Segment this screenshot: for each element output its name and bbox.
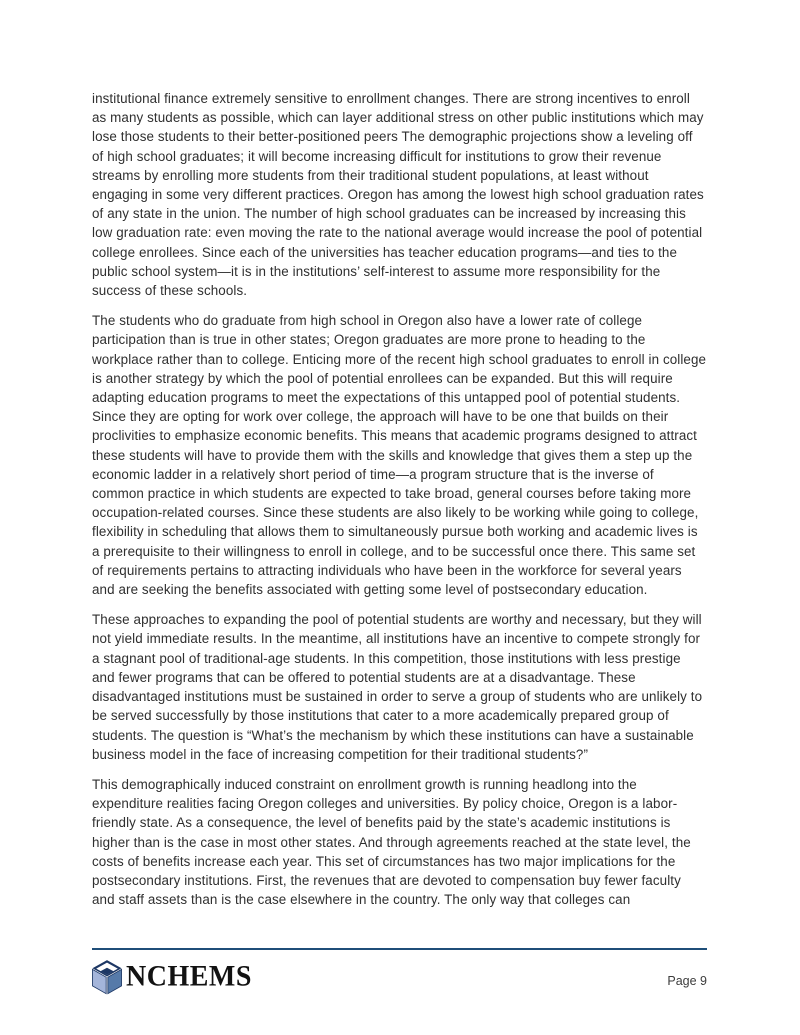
footer-row [92, 959, 707, 995]
body-paragraph-2: The students who do graduate from high school in Oregon also have a lower rate of college participation than is true in other states; Oregon graduates are more prone to heading to the workplace rather than to college. Enticing more of the recent high school graduates to enroll in college is another strategy by which the pool of potential enrollees can be expanded. But this will require adapting education programs to meet the expectations of this untapped pool of potential students. Since they are opting for work over college, the approach will have to be one that builds on their proclivities to emphasize economic benefits. This means that academic programs designed to attract these students will have to provide them with the skills and knowledge that gives them a step up the economic ladder in a relatively short period of time—a program structure that is the inverse of common practice in which students are expected to take broad, general courses before taking more occupation-related courses. Since these students are also likely to be working while going to college, flexibility in scheduling that allows them to simultaneously pursue both working and academic lives is a prerequisite to their willingness to enroll in college, and to be successful once there. This same set of requirements pertains to attracting individuals who have been in the workforce for several years and are seeking the benefits associated with getting some level of postsecondary education. [92, 313, 707, 598]
page-body [92, 89, 707, 920]
cube-icon [92, 959, 122, 995]
footer-divider [92, 948, 707, 950]
body-paragraph-3: These approaches to expanding the pool of potential students are worthy and necessary, but they will not yield immediate results. In the meantime, all institutions have an incentive to compete strongly for a stagnant pool of traditional-age students. In this competition, those institutions with less prestige and fewer programs that can be offered to potential students are at a disadvantage. These disadvantaged institutions must be sustained in order to serve a group of students who are unlikely to be served successfully by those institutions that cater to a more academically prepared group of students. The question is “What’s the mechanism by which these institutions can have a sustainable business model in the face of increasing competition for their traditional students?” [92, 612, 703, 762]
nchems-logo [92, 959, 252, 995]
body-paragraph-4: This demographically induced constraint on enrollment growth is running headlong into the expenditure realities facing Oregon colleges and universities. By policy choice, Oregon is a labor-friendly state. As a consequence, the level of benefits paid by the state’s academic institutions is higher than is the case in most other states. And through agreements reached at the state level, the costs of benefits increase each year. This set of circumstances has two major implications for the postsecondary institutions. First, the revenues that are devoted to compensation buy fewer faculty and staff assets than is the case elsewhere in the country. The only way that colleges can [92, 776, 691, 908]
logo-text: NCHEMS [126, 960, 252, 993]
page-number: Page 9 [667, 974, 707, 988]
page-footer [92, 948, 707, 995]
body-paragraph-1: institutional finance extremely sensitive to enrollment changes. There are strong incentives to enroll as many students as possible, which can layer additional stress on other public institutions which may lose those students to their better-positioned peers The demographic projections show a leveling off of high school graduates; it will become increasing difficult for institutions to grow their revenue streams by enrolling more students from their traditional student populations, at least without engaging in some very different practices. Oregon has among the lowest high school graduation rates of any state in the union. The number of high school graduates can be increased by increasing this low graduation rate: even moving the rate to the national average would increase the pool of potential college enrollees. Since each of the universities has teacher education programs—and ties to the public school system—it is in the institutions’ self-interest to assume more responsibility for the success of these schools. [92, 91, 704, 299]
